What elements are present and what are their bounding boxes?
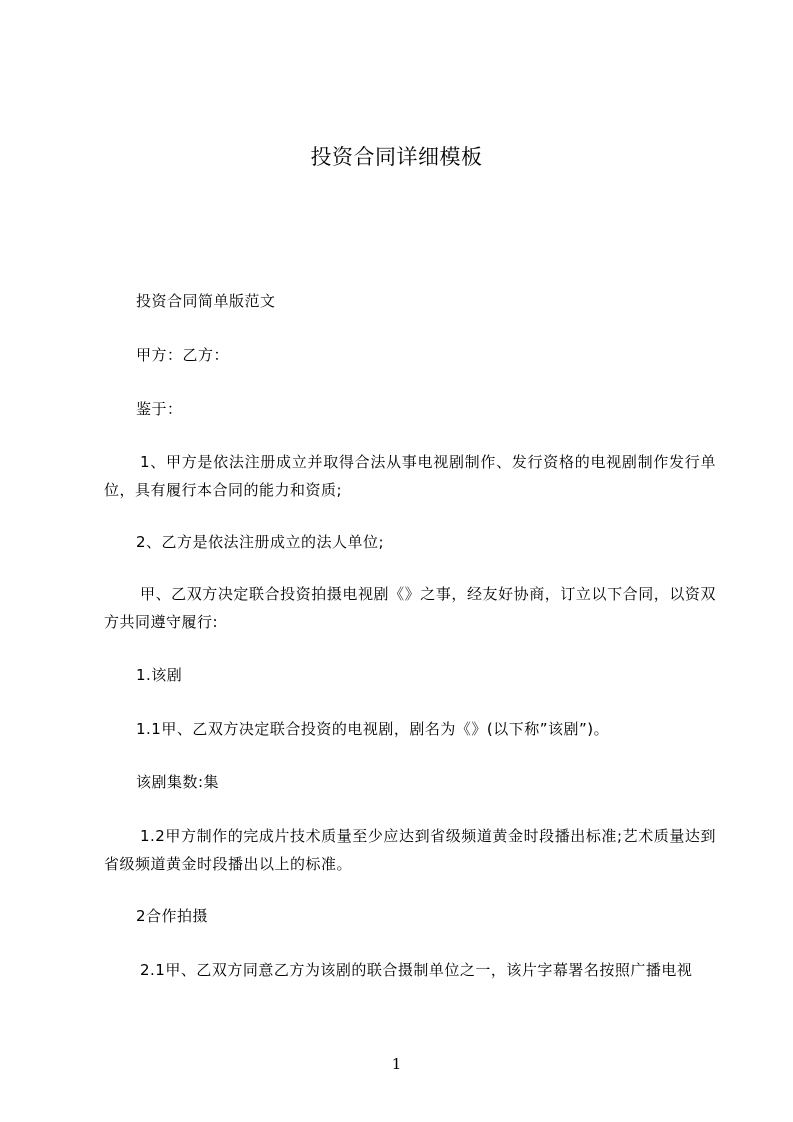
document-title: 投资合同详细模板 [310,145,483,169]
paragraph-episode-count: 该剧集数:集 [136,773,220,791]
paragraph-section-1-1: 1.1甲、乙双方决定联合投资的电视剧，剧名为《》(以下称”该剧”)。 [136,720,610,738]
paragraph-section-1-2: 1.2甲方制作的完成片技术质量至少应达到省级频道黄金时段播出标准;艺术质量达到省级频道黄金时段播出以上的标准。 [104,827,716,873]
paragraph-section-2-1: 2.1甲、乙双方同意乙方为该剧的联合摄制单位之一，该片字幕署名按照广播电视 [140,961,693,979]
paragraph-clause-2: 2、乙方是依法注册成立的法人单位; [136,533,385,551]
paragraph-parties: 甲方：乙方： [136,346,230,364]
page-number: 1 [391,1055,402,1073]
paragraph-section-1: 1.该剧 [136,666,183,684]
paragraph-agreement: 甲、乙双方决定联合投资拍摄电视剧《》之事，经友好协商，订立以下合同，以资双方共同遵守履行: [104,585,716,631]
paragraph-subtitle: 投资合同简单版范文 [136,292,276,310]
paragraph-clause-1: 1、甲方是依法注册成立并取得合法从事电视剧制作、发行资格的电视剧制作发行单位，具有履行本合同的能力和资质; [104,453,716,499]
paragraph-whereas: 鉴于： [136,400,183,418]
paragraph-section-2: 2合作拍摄 [136,907,209,925]
